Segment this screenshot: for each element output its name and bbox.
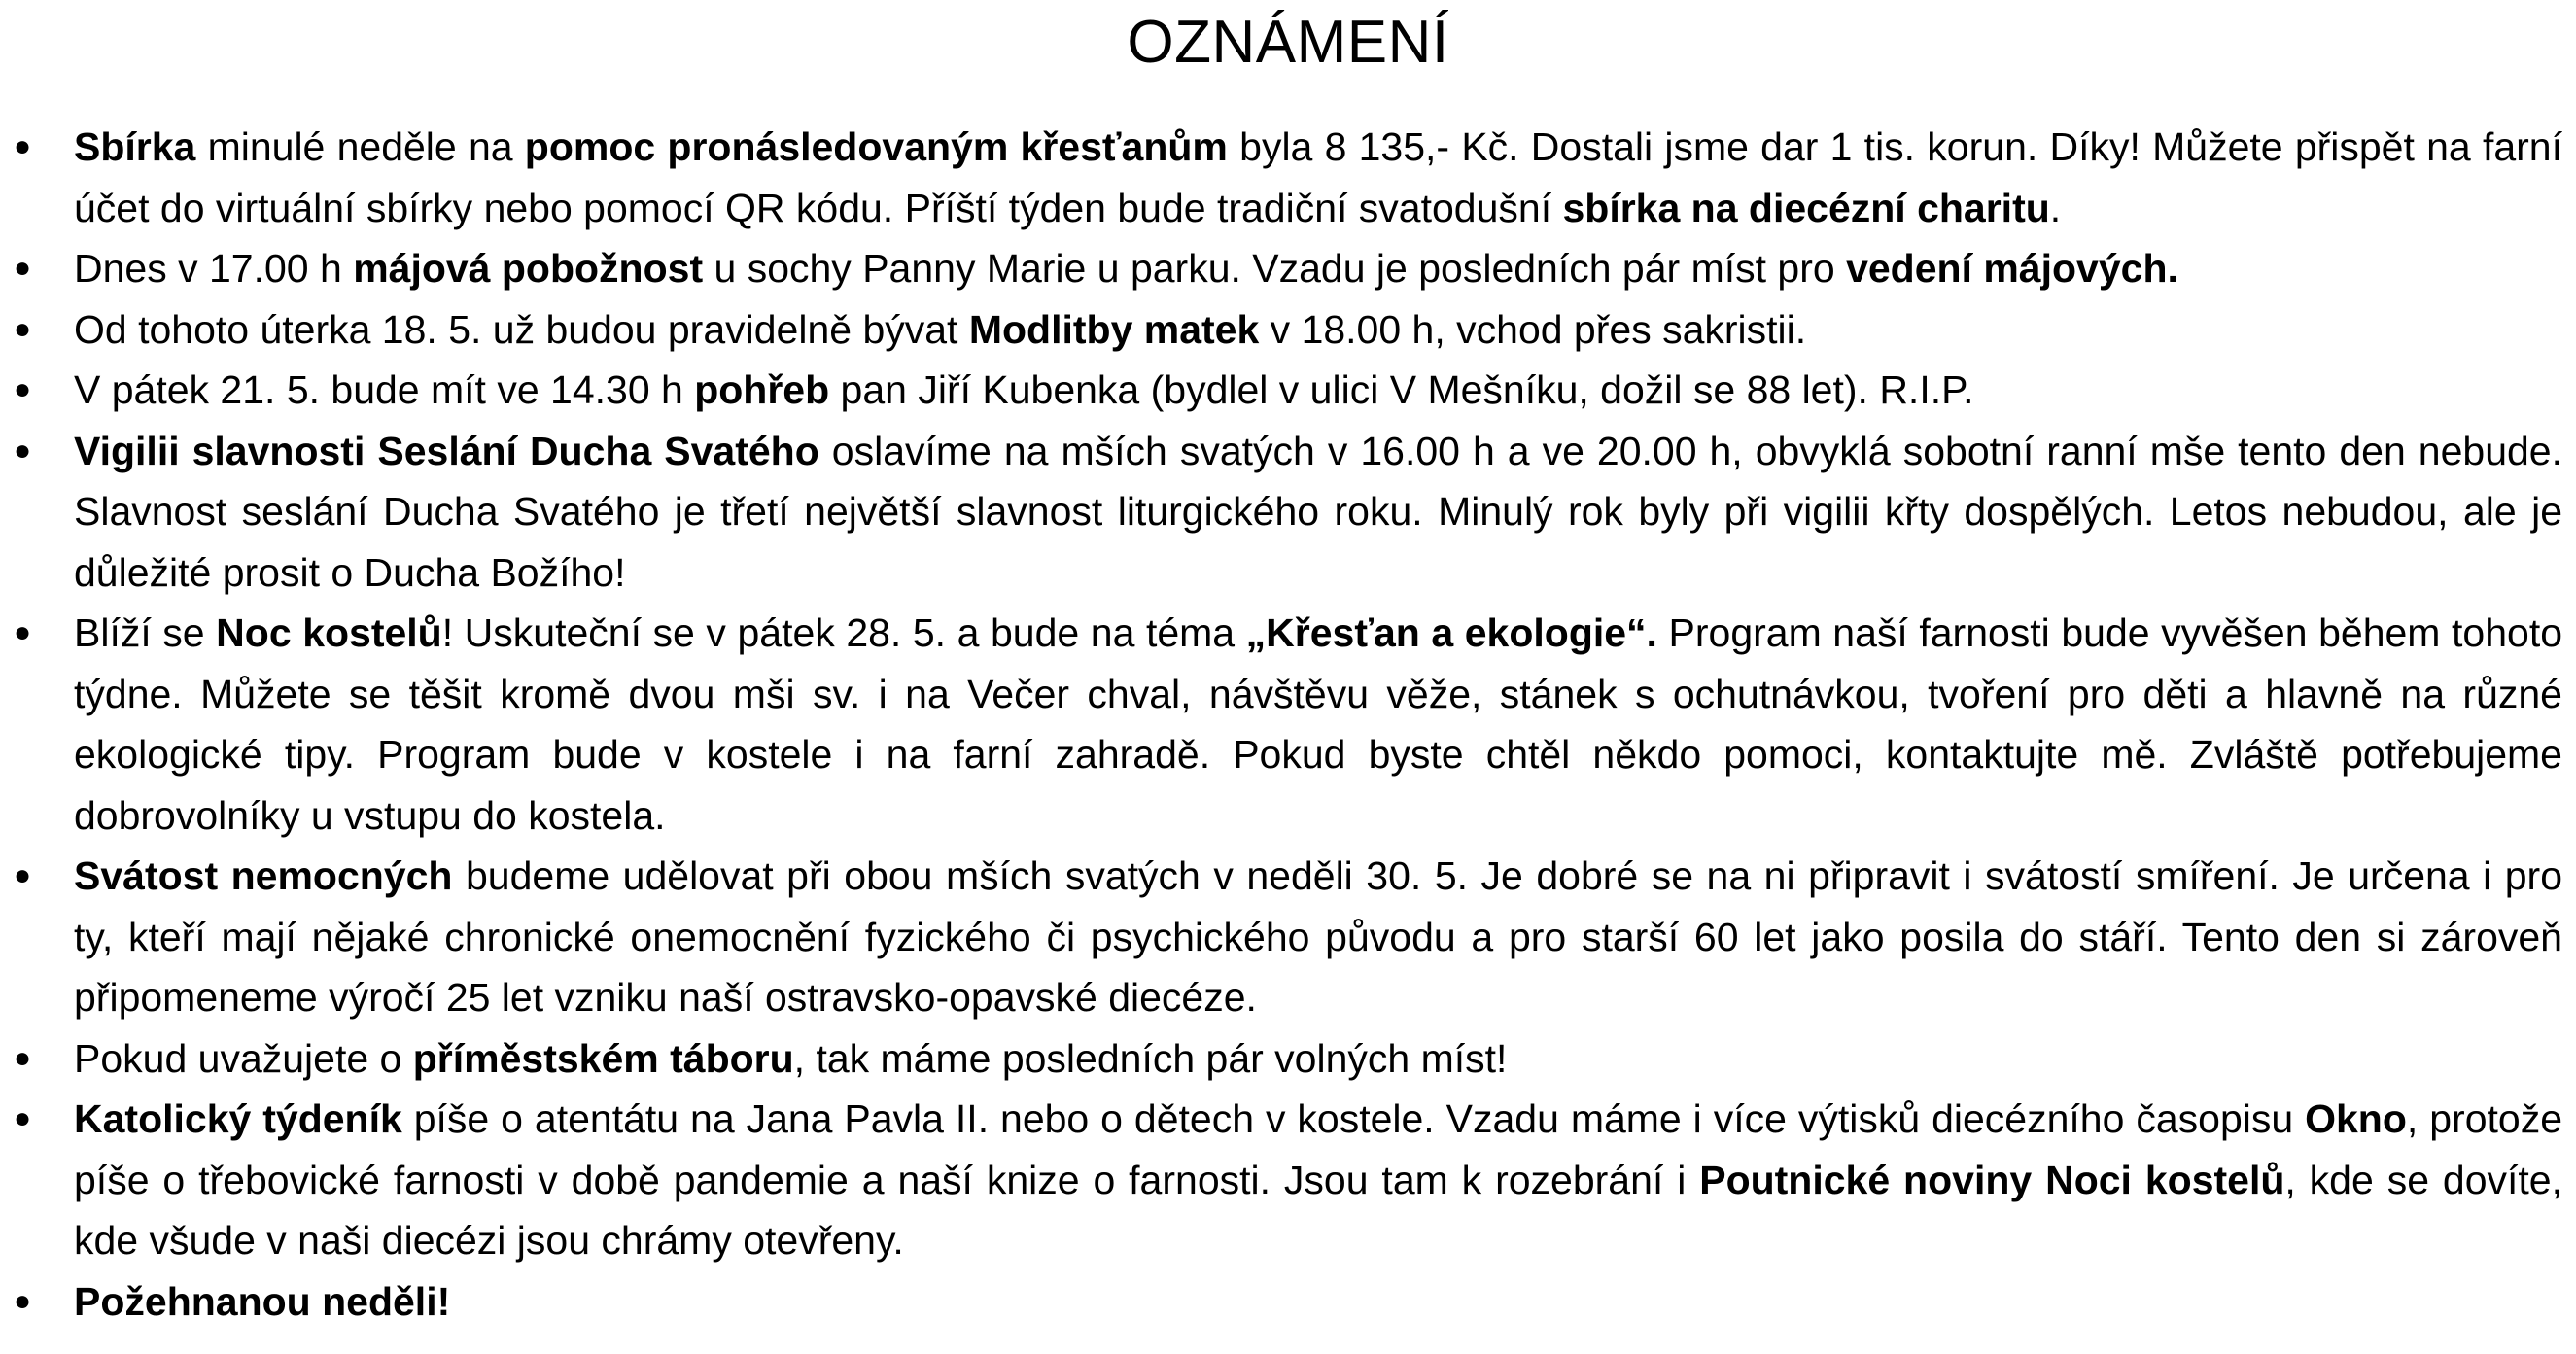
item-text: Od tohoto úterka 18. 5. už budou pravidelně bývat [74,306,969,352]
emphasis-text: pomoc pronásledovaným křesťanům [524,124,1228,169]
list-item [74,360,2562,421]
item-text: Dnes v 17.00 h [74,246,354,291]
list-item [74,299,2562,361]
item-text: pan Jiří Kubenka (bydlel v ulici V Mešníku, dožil se 88 let). R.I.P. [829,367,1974,412]
item-text: byla 8 135,- Kč. Dostali jsme dar 1 tis. korun. Díky! Můžete přispět na farní účet do virtuální sbírky nebo pomocí QR kódu. Příští týden bude tradiční svatodušní [74,124,2562,230]
item-text: V pátek 21. 5. bude mít ve 14.30 h [74,367,695,412]
emphasis-text: vedení májových. [1846,246,2178,291]
bullet-icon [14,238,37,299]
bullet-icon [14,360,37,421]
emphasis-text: příměstském táboru [412,1035,794,1081]
announcement-list [74,117,2562,1332]
item-text: minulé neděle na [195,124,525,169]
item-text: . [2049,185,2062,230]
item-text: Blíží se [74,610,217,655]
emphasis-text: Vigilii slavnosti Seslání Ducha Svatého [74,428,819,473]
list-item [74,846,2562,1028]
item-text: ! Uskuteční se v pátek 28. 5. a bude na téma [441,610,1246,655]
list-item [74,117,2562,238]
list-item [74,421,2562,604]
emphasis-text: sbírka na diecézní charitu [1562,185,2050,230]
list-item [74,1089,2562,1271]
item-text: , tak máme posledních pár volných míst! [793,1035,1508,1081]
item-text: , kde se dovíte, kde všude v naši diecézi jsou chrámy otevřeny. [74,1157,2562,1263]
item-text: u sochy Panny Marie u parku. Vzadu je posledních pár míst pro [703,246,1847,291]
emphasis-text: Noc kostelů [216,610,442,655]
list-item [74,603,2562,846]
bullet-icon [14,603,37,664]
item-text: v 18.00 h, vchod přes sakristii. [1259,306,1807,352]
bullet-icon [14,299,37,361]
emphasis-text: Sbírka [74,124,196,169]
emphasis-text: Katolický týdeník [74,1096,402,1141]
page-title: OZNÁMENÍ [1127,9,1449,76]
list-item [74,238,2562,299]
item-text: oslavíme na mších svatých v 16.00 h a ve 20.00 h, obvyklá sobotní ranní mše tento den nebude. Slavnost seslání Ducha Svatého je třetí největší slavnost liturgického roku. Minulý rok byly při vigilii křty dospělých. Letos nebudou, ale je důležité prosit o Ducha Božího! [74,428,2562,595]
item-text: budeme udělovat při obou mších svatých v neděli 30. 5. Je dobré se na ni připravit i svátostí smíření. Je určena i pro ty, kteří mají nějaké chronické onemocnění fyzického či psychického původu a pro starší 60 let jako posila do stáří. Tento den si zároveň připomeneme výročí 25 let vzniku naší ostravsko-opavské diecéze. [74,853,2562,1020]
bullet-icon [14,1271,37,1333]
bullet-icon [14,421,37,482]
list-item [74,1271,2562,1333]
bullet-icon [14,846,37,907]
emphasis-text: pohřeb [694,367,830,412]
emphasis-text: Požehnanou neděli! [74,1278,451,1324]
emphasis-text: Okno [2305,1096,2407,1141]
item-text: Program naší farnosti bude vyvěšen během tohoto týdne. Můžete se těšit kromě dvou mši sv. i na Večer chval, návštěvu věže, stánek s ochutnávkou, tvoření pro děti a hlavně na různé ekologické tipy. Program bude v kostele i na farní zahradě. Pokud byste chtěl někdo pomoci, kontaktujte mě. Zvláště potřebujeme dobrovolníky u vstupu do kostela. [74,610,2563,838]
emphasis-text: májová pobožnost [353,246,704,291]
bullet-icon [14,1089,37,1150]
bullet-icon [14,117,37,178]
bullet-icon [14,1028,37,1090]
emphasis-text: „Křesťan a ekologie“. [1245,610,1657,655]
item-text: , protože píše o třebovické farnosti v době pandemie a naší knize o farnosti. Jsou tam k rozebrání i [74,1096,2562,1202]
item-text: Pokud uvažujete o [74,1035,413,1081]
emphasis-text: Modlitby matek [968,306,1260,352]
list-item [74,1028,2562,1090]
emphasis-text: Svátost nemocných [74,853,453,898]
emphasis-text: Poutnické noviny Noci kostelů [1699,1157,2285,1202]
item-text: píše o atentátu na Jana Pavla II. nebo o dětech v kostele. Vzadu máme i více výtisků diecézního časopisu [401,1096,2306,1141]
